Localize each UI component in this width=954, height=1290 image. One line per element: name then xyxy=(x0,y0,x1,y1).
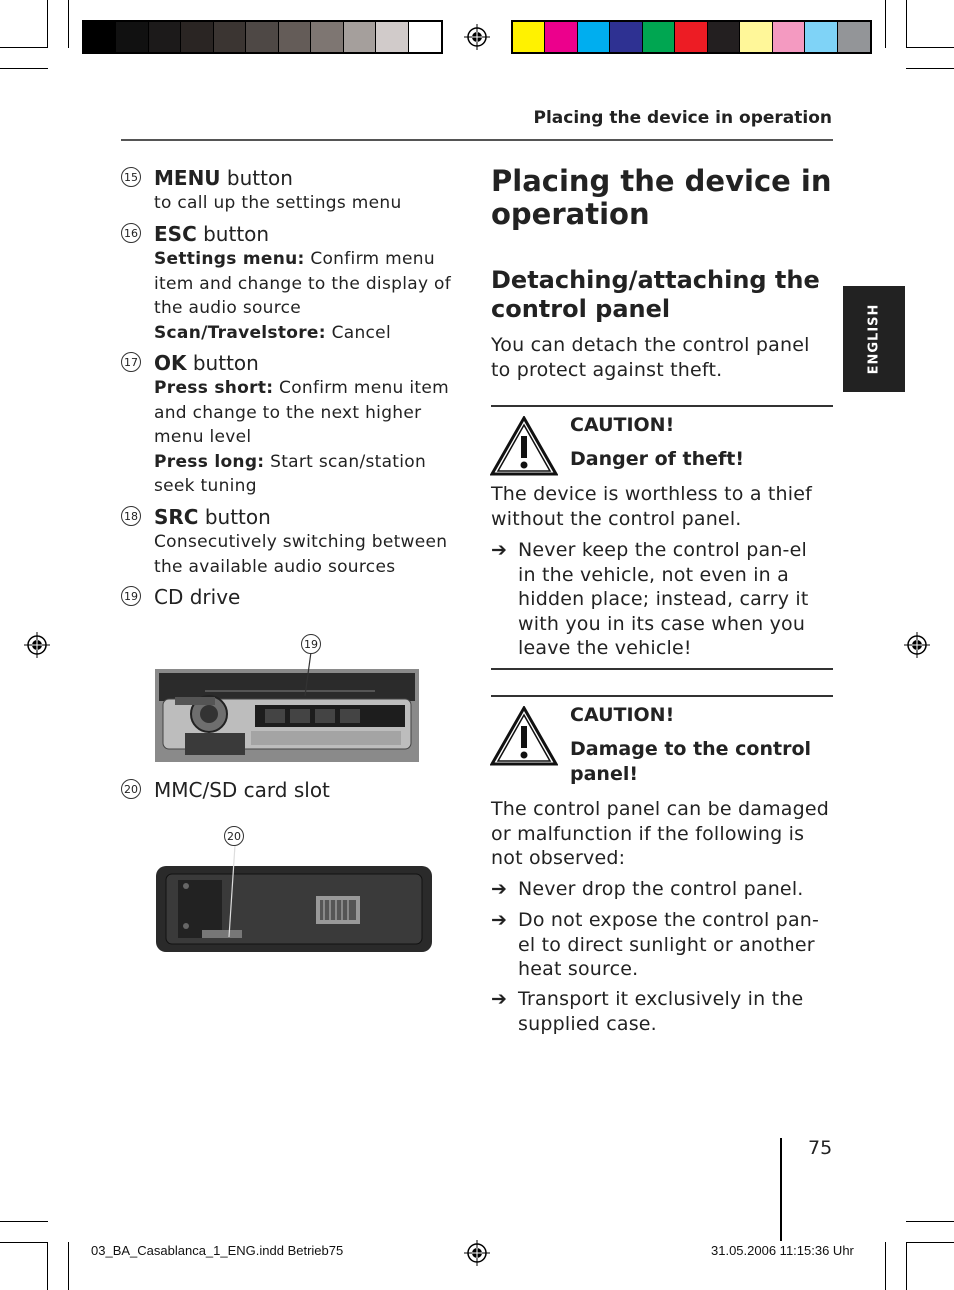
item-number-badge: 19 xyxy=(121,586,141,606)
color-swatch xyxy=(740,22,772,52)
color-swatch xyxy=(805,22,837,52)
crop-mark xyxy=(906,68,954,69)
device-card-slot-photo xyxy=(156,866,432,952)
legend-item xyxy=(121,221,461,345)
main-section xyxy=(491,165,833,231)
footer-filename: 03_BA_Casablanca_1_ENG.indd Betrieb75 xyxy=(91,1243,344,1258)
item-description-label: Press short: xyxy=(154,378,274,398)
color-swatch xyxy=(708,22,740,52)
intro-text: You can detach the control panel to protect against theft. xyxy=(491,334,810,381)
color-swatch xyxy=(773,22,805,52)
arrow-icon: ➔ xyxy=(491,878,508,900)
item-description-label: Scan/Travelstore: xyxy=(154,322,326,343)
color-swatch xyxy=(675,22,707,52)
crop-mark xyxy=(0,68,48,69)
callout-cd-drive: 19 xyxy=(301,634,321,654)
color-swatch xyxy=(610,22,642,52)
crop-mark xyxy=(68,1242,69,1290)
item-title-rest: MMC/SD card slot xyxy=(154,778,330,802)
item-description-text: Start scan/station seek tuning xyxy=(154,451,427,496)
item-description xyxy=(154,376,461,450)
list-item xyxy=(491,908,836,982)
callout-card-slot: 20 xyxy=(224,826,244,846)
item-title xyxy=(154,221,461,247)
page-title: Placing the device in operation xyxy=(491,164,832,231)
color-swatch xyxy=(279,22,311,52)
registration-mark-icon xyxy=(464,1240,490,1266)
crop-mark xyxy=(885,0,886,48)
grayscale-calibration-bar xyxy=(82,20,443,54)
color-swatch xyxy=(181,22,213,52)
list-item xyxy=(491,538,821,661)
legend-item xyxy=(121,350,461,499)
color-swatch xyxy=(84,22,116,52)
device-cd-drive-photo xyxy=(155,669,419,762)
item-title xyxy=(154,777,461,803)
language-tab xyxy=(843,286,905,392)
crop-mark xyxy=(0,47,48,48)
caution-heading: Danger of theft! xyxy=(570,448,745,470)
item-title-bold: ESC xyxy=(154,222,197,246)
item-description-text: Confirm menu item and change to the display of the audio source xyxy=(154,249,451,318)
color-swatch xyxy=(838,22,870,52)
crop-mark xyxy=(906,1221,954,1222)
item-number-badge: 20 xyxy=(121,779,141,799)
crop-mark xyxy=(47,1242,48,1290)
caution-heading: Damage to the control panel! xyxy=(570,738,812,785)
running-header: Placing the device in operation xyxy=(533,108,832,128)
item-number-badge: 17 xyxy=(121,352,141,372)
section-title: Detaching/attaching the control panel xyxy=(491,266,820,323)
registration-mark-icon xyxy=(464,24,490,50)
callout-line xyxy=(300,652,320,696)
color-swatch xyxy=(545,22,577,52)
warning-triangle-icon xyxy=(490,416,558,476)
page-number-rule xyxy=(780,1138,782,1241)
crop-mark xyxy=(68,0,69,48)
crop-mark xyxy=(906,1242,954,1243)
warning-triangle-icon xyxy=(490,706,558,766)
item-description-text: Confirm menu item and change to the next higher menu level xyxy=(154,378,449,447)
legend-item xyxy=(121,504,461,579)
color-swatch xyxy=(149,22,181,52)
list-item-text: Transport it exclusively in the supplied case. xyxy=(518,988,804,1035)
item-title xyxy=(154,165,461,191)
color-swatch xyxy=(376,22,408,52)
item-description xyxy=(154,321,461,346)
list-item-text: Do not expose the control pan-el to direct sunlight or another heat source. xyxy=(518,909,820,980)
crop-mark xyxy=(47,0,48,48)
list-item xyxy=(491,877,836,902)
arrow-icon: ➔ xyxy=(491,988,508,1010)
legend-item xyxy=(121,165,461,216)
item-description-text: Consecutively switching between the available audio sources xyxy=(154,532,448,577)
item-number-badge: 18 xyxy=(121,506,141,526)
item-title-rest: button xyxy=(186,351,259,375)
color-swatch xyxy=(116,22,148,52)
crop-mark xyxy=(906,0,907,48)
header-rule xyxy=(121,139,833,141)
item-title xyxy=(154,584,461,610)
caution-label: CAUTION! xyxy=(570,704,675,726)
list-item-text: Never drop the control panel. xyxy=(518,878,804,900)
item-title-rest: button xyxy=(198,505,271,529)
item-description-text: Cancel xyxy=(325,322,391,343)
item-title-bold: OK xyxy=(154,351,187,375)
item-description xyxy=(154,530,461,579)
item-title-rest: button xyxy=(196,222,270,246)
color-swatch xyxy=(246,22,278,52)
legend-item xyxy=(121,584,461,610)
item-description xyxy=(154,450,461,499)
caution-text: The control panel can be damaged or malfunction if the following is not observed: xyxy=(491,798,830,869)
crop-mark xyxy=(906,47,954,48)
item-title-bold: SRC xyxy=(154,505,199,529)
color-swatch xyxy=(311,22,343,52)
item-title xyxy=(154,504,461,530)
item-title-rest: button xyxy=(220,166,293,190)
legend-item xyxy=(121,777,461,803)
color-swatch xyxy=(344,22,376,52)
list-item-text: Never keep the control pan-el in the vehicle, not even in a hidden place; instead, carry it with you in its case when you leave the vehicle! xyxy=(518,539,809,659)
callout-line xyxy=(225,845,245,937)
footer-timestamp: 31.05.2006 11:15:36 Uhr xyxy=(711,1243,854,1258)
caution-label: CAUTION! xyxy=(570,414,675,436)
item-title-rest: CD drive xyxy=(154,585,241,609)
item-title xyxy=(154,350,461,376)
registration-mark-icon xyxy=(904,632,930,658)
caution-rule xyxy=(491,668,833,670)
caution-rule xyxy=(491,695,833,697)
arrow-icon: ➔ xyxy=(491,539,508,561)
item-description-label: Press long: xyxy=(154,451,265,472)
item-description xyxy=(154,191,461,216)
crop-mark xyxy=(906,1242,907,1290)
color-swatch xyxy=(513,22,545,52)
item-description xyxy=(154,247,461,321)
color-swatch xyxy=(214,22,246,52)
item-description-label: Settings menu: xyxy=(154,249,305,269)
item-number-badge: 16 xyxy=(121,223,141,243)
caution-text: The device is worthless to a thief without the control panel. xyxy=(491,483,813,530)
crop-mark xyxy=(0,1242,48,1243)
item-title-bold: MENU xyxy=(154,166,221,190)
crop-mark xyxy=(0,1221,48,1222)
item-description-text: to call up the settings menu xyxy=(154,193,402,213)
list-item xyxy=(491,987,836,1036)
registration-mark-icon xyxy=(24,632,50,658)
crop-mark xyxy=(885,1242,886,1290)
language-tab-label: ENGLISH xyxy=(866,303,882,375)
color-swatch xyxy=(643,22,675,52)
item-number-badge: 15 xyxy=(121,167,141,187)
color-swatch xyxy=(578,22,610,52)
page-number: 75 xyxy=(808,1137,833,1159)
arrow-icon: ➔ xyxy=(491,909,508,931)
caution-rule xyxy=(491,405,833,407)
color-calibration-bar xyxy=(511,20,872,54)
color-swatch xyxy=(409,22,441,52)
